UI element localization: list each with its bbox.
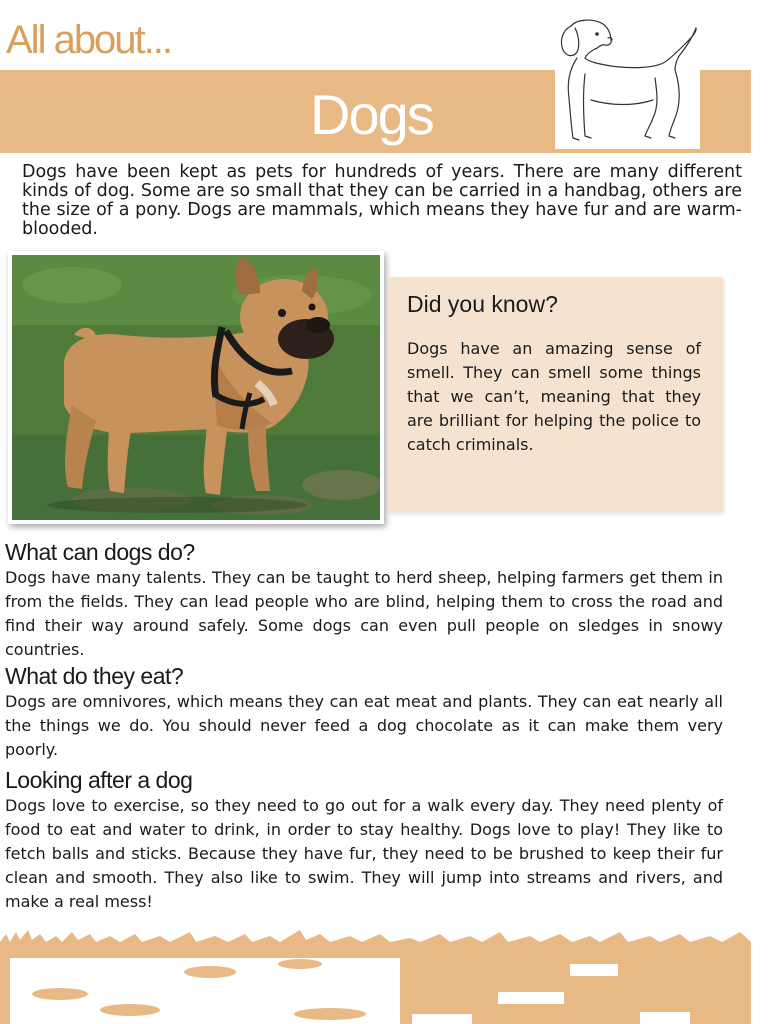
- intro-paragraph: Dogs have been kept as pets for hundreds of years. There are many different kinds of dog. Some are so small that they can be carried in a handbag, others are the size of a pony. Dogs are mammals, which means they have fur and are warm-blooded.: [22, 162, 742, 239]
- fact-box-text: Dogs have an amazing sense of smell. They can smell some things that we can’t, meaning that they are brilliant for helping the police to catch criminals.: [407, 339, 701, 454]
- page-title: Dogs: [310, 83, 433, 146]
- fact-box-title: Did you know?: [407, 291, 558, 317]
- section-text: Dogs are omnivores, which means they can eat meat and plants. They can eat nearly all the things we do. You should never feed a dog chocolate as it can make them very poorly.: [5, 692, 723, 759]
- section-what-can-dogs-do: [5, 538, 723, 662]
- section-heading: Looking after a dog: [5, 767, 193, 793]
- section-text: Dogs have many talents. They can be taught to herd sheep, helping farmers get them in from the fields. They can lead people who are blind, helping them to cross the road and find their way around safely. Some dogs can even pull people on sledges in snowy countries.: [5, 568, 723, 659]
- section-text: Dogs love to exercise, so they need to go out for a walk every day. They need plenty of food to eat and water to drink, in order to stay healthy. Dogs love to play! They like to fetch balls and sticks. Because they have fur, they need to be brushed to keep their fur clean and smooth. They also like to swim. They will jump into streams and rivers, and make a real mess!: [5, 796, 723, 911]
- did-you-know-box: [388, 277, 723, 512]
- kicker-heading: All about...: [6, 18, 172, 62]
- section-what-do-they-eat: [5, 662, 723, 762]
- section-looking-after-a-dog: [5, 766, 723, 914]
- section-heading: What do they eat?: [5, 663, 184, 689]
- dog-sketch-illustration: [555, 14, 700, 149]
- grass-footer-decoration: [0, 924, 768, 1024]
- section-heading: What can dogs do?: [5, 539, 195, 565]
- dog-photo: [8, 251, 384, 524]
